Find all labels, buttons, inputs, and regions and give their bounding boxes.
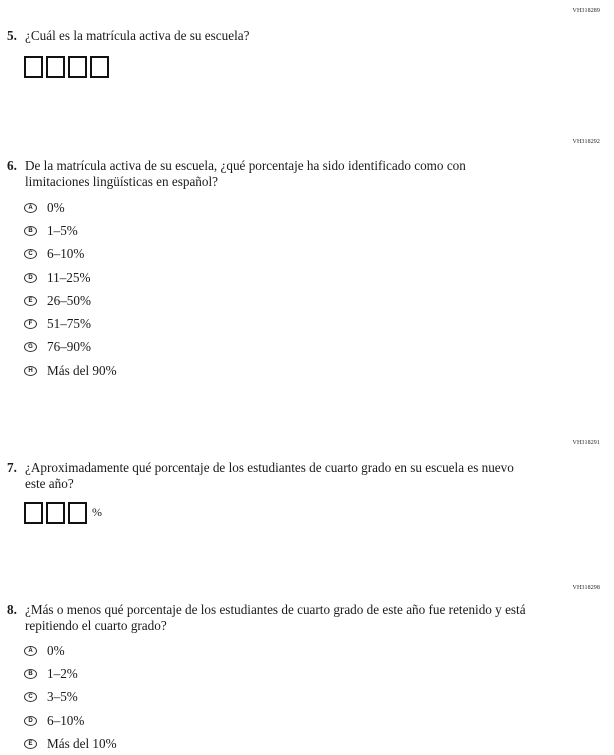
question-text: De la matrícula activa de su escuela, ¿qué porcentaje ha sido identificado como con limitaciones lingüísticas en español?: [25, 158, 466, 189]
question-text: ¿Más o menos qué porcentaje de los estudiantes de cuarto grado de este año fue retenido y está repitiendo el cuarto grado?: [25, 602, 526, 633]
question-6-options: [24, 196, 117, 382]
answer-option[interactable]: [24, 196, 117, 219]
question-text: ¿Cuál es la matrícula activa de su escuela?: [25, 28, 250, 43]
answer-bubble[interactable]: A: [24, 646, 37, 656]
question-8-options: [24, 639, 117, 755]
option-label: 1–5%: [47, 222, 78, 238]
answer-option[interactable]: [24, 219, 117, 242]
digit-box[interactable]: [46, 502, 65, 524]
question-id: VH318289: [572, 8, 600, 14]
option-label: Más del 10%: [47, 735, 117, 751]
answer-option[interactable]: [24, 639, 117, 662]
answer-bubble[interactable]: C: [24, 692, 37, 702]
question-number: 7.: [7, 460, 17, 475]
option-label: 51–75%: [47, 316, 91, 332]
percent-sign: %: [92, 505, 102, 519]
answer-option[interactable]: [24, 312, 117, 335]
option-label: 0%: [47, 642, 65, 658]
answer-bubble[interactable]: H: [24, 366, 37, 376]
digit-box[interactable]: [90, 56, 109, 78]
answer-option[interactable]: [24, 732, 117, 755]
option-label: 76–90%: [47, 339, 91, 355]
answer-option[interactable]: [24, 336, 117, 359]
question-id: VH318292: [572, 139, 600, 145]
question-text: ¿Aproximadamente qué porcentaje de los estudiantes de cuarto grado en su escuela es nuevo este año?: [25, 460, 514, 491]
answer-bubble[interactable]: A: [24, 203, 37, 213]
question-5: [7, 28, 527, 44]
option-label: 6–10%: [47, 246, 85, 262]
answer-option[interactable]: [24, 662, 117, 685]
answer-option[interactable]: [24, 709, 117, 732]
question-7: [7, 460, 527, 492]
digit-box[interactable]: [68, 502, 87, 524]
answer-bubble[interactable]: E: [24, 296, 37, 306]
option-label: Más del 90%: [47, 362, 117, 378]
answer-bubble[interactable]: B: [24, 226, 37, 236]
option-label: 3–5%: [47, 689, 78, 705]
digit-box[interactable]: [68, 56, 87, 78]
question-8: [7, 602, 527, 634]
digit-box[interactable]: [24, 502, 43, 524]
percent-answer-boxes: [24, 502, 102, 524]
answer-bubble[interactable]: D: [24, 716, 37, 726]
answer-bubble[interactable]: C: [24, 249, 37, 259]
answer-bubble[interactable]: F: [24, 319, 37, 329]
question-number: 8.: [7, 602, 17, 617]
answer-bubble[interactable]: D: [24, 273, 37, 283]
answer-bubble[interactable]: B: [24, 669, 37, 679]
option-label: 11–25%: [47, 269, 91, 285]
digit-box[interactable]: [46, 56, 65, 78]
answer-option[interactable]: [24, 686, 117, 709]
answer-bubble[interactable]: E: [24, 739, 37, 749]
answer-option[interactable]: [24, 359, 117, 382]
question-number: 6.: [7, 158, 17, 173]
answer-option[interactable]: [24, 243, 117, 266]
answer-option[interactable]: [24, 289, 117, 312]
question-id: VH318298: [572, 585, 600, 591]
option-label: 6–10%: [47, 712, 85, 728]
answer-option[interactable]: [24, 266, 117, 289]
option-label: 26–50%: [47, 292, 91, 308]
digit-box[interactable]: [24, 56, 43, 78]
question-6: [7, 158, 527, 190]
question-id: VH318291: [572, 440, 600, 446]
option-label: 0%: [47, 199, 65, 215]
option-label: 1–2%: [47, 665, 78, 681]
question-number: 5.: [7, 28, 17, 43]
answer-bubble[interactable]: G: [24, 342, 37, 352]
enrollment-answer-boxes: [24, 56, 112, 78]
